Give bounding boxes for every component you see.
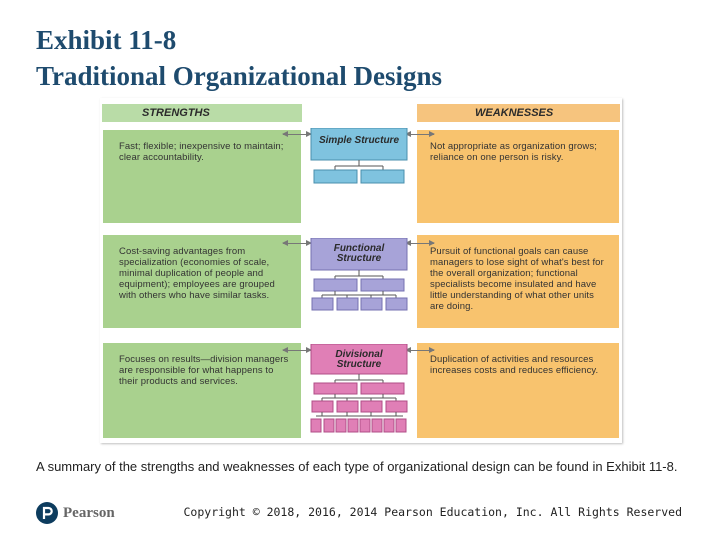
simple-structure-chart	[308, 128, 410, 188]
functional-strengths-panel: Cost-saving advantages from specialization (economies of scale, minimal duplication of people and equipment); employees are grouped with others who have similar tasks.	[103, 235, 301, 328]
divisional-weaknesses-panel: Duplication of activities and resources increases costs and reduces efficiency.	[417, 343, 619, 438]
functional-arrow-right	[406, 243, 434, 244]
functional-arrow-left	[283, 243, 311, 244]
pearson-logo-icon	[36, 502, 58, 524]
exhibit-figure	[100, 98, 622, 443]
divisional-structure-chart	[308, 344, 410, 442]
divisional-arrow-right	[406, 350, 434, 351]
slide-title	[36, 22, 442, 94]
simple-arrow-left	[283, 134, 311, 135]
functional-structure-chart	[308, 238, 410, 318]
title-line-2: Traditional Organizational Designs	[36, 61, 443, 91]
pearson-logo-text: Pearson	[63, 504, 115, 521]
functional-structure-label: Functional Structure	[333, 243, 385, 264]
slide-caption: A summary of the strengths and weaknesses of each type of organizational design can be found in Exhibit 11-8.	[36, 459, 678, 474]
pearson-logo	[36, 500, 115, 526]
simple-strengths-panel: Fast; flexible; inexpensive to maintain; clear accountability.	[103, 130, 301, 223]
strengths-header: STRENGTHS	[102, 104, 302, 122]
title-line-1: Exhibit 11-8	[36, 25, 177, 55]
simple-weaknesses-panel: Not appropriate as organization grows; reliance on one person is risky.	[417, 130, 619, 223]
divisional-strengths-panel: Focuses on results—division managers are responsible for what happens to their products and services.	[103, 343, 301, 438]
weaknesses-header: WEAKNESSES	[417, 104, 620, 122]
divisional-arrow-left	[283, 350, 311, 351]
divisional-structure-label: Divisional Structure	[335, 349, 383, 370]
copyright-notice: Copyright © 2018, 2016, 2014 Pearson Education, Inc. All Rights Reserved	[183, 505, 682, 519]
simple-arrow-right	[406, 134, 434, 135]
simple-structure-label: Simple Structure	[318, 135, 400, 146]
functional-weaknesses-panel: Pursuit of functional goals can cause managers to lose sight of what's best for the overall organization; functional specialists become insulated and have little understanding of what other units are doing.	[417, 235, 619, 328]
